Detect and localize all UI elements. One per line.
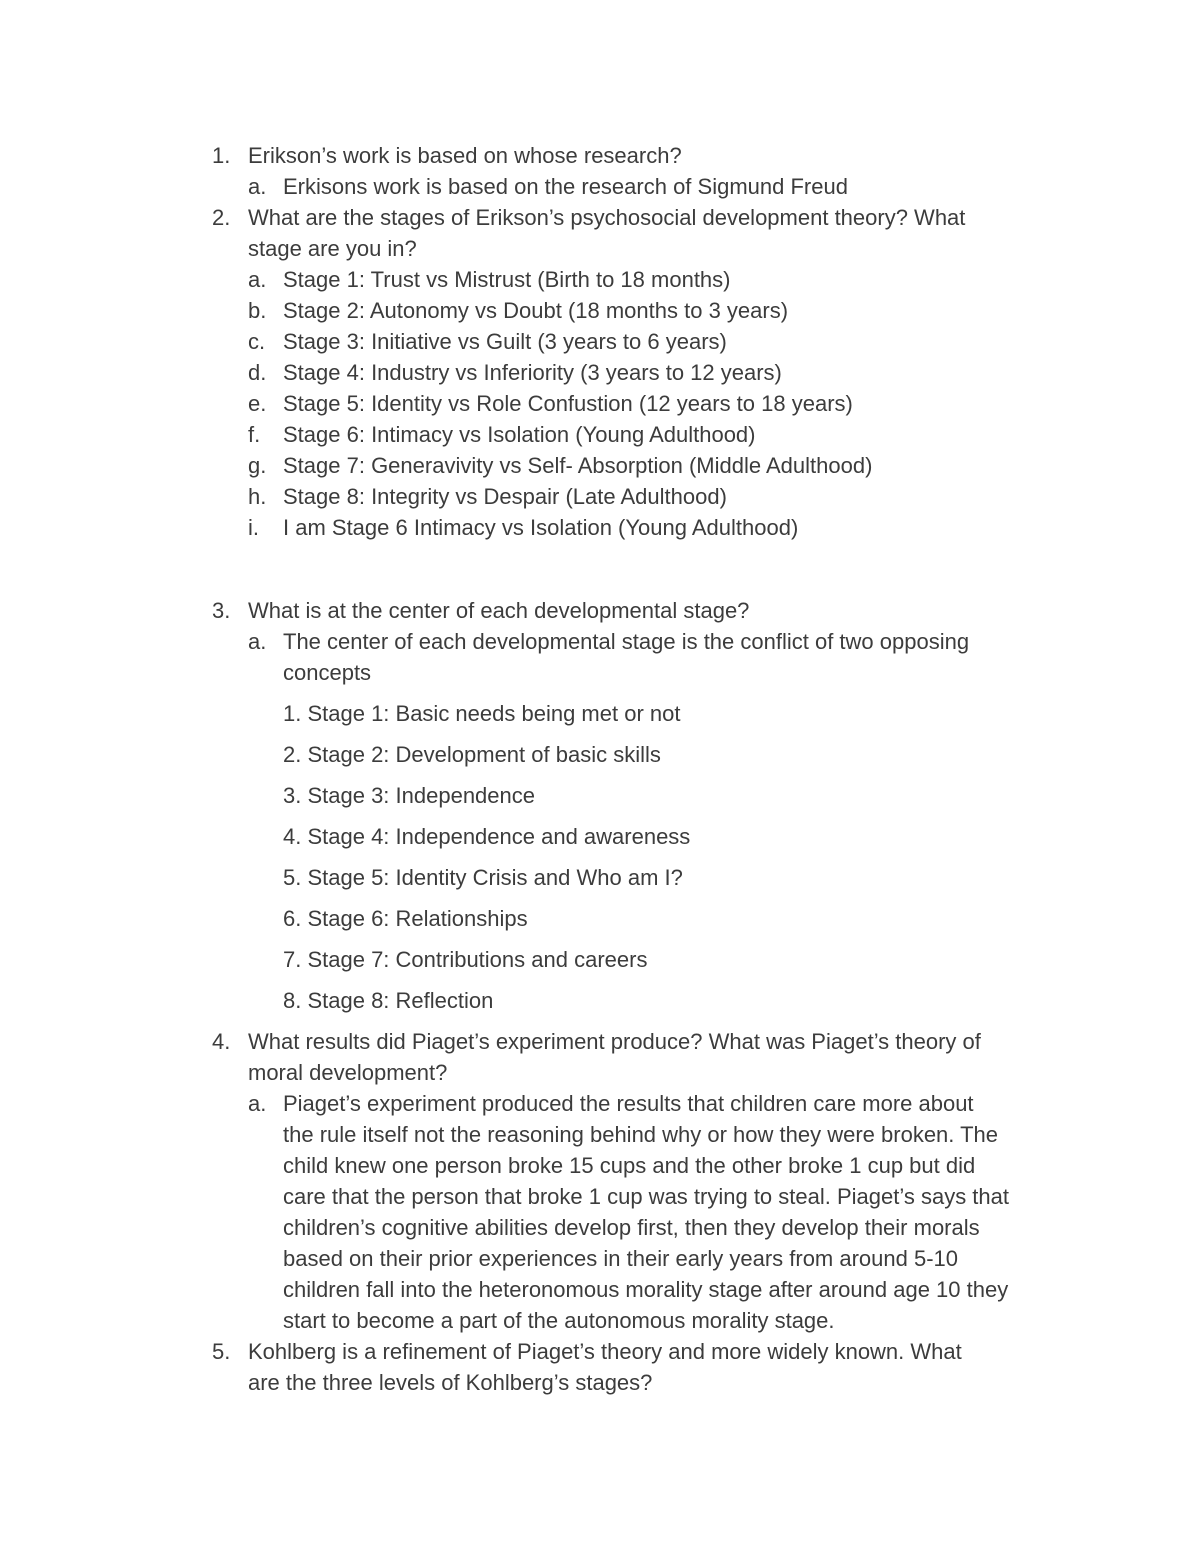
- answer-marker: i.: [248, 515, 259, 540]
- answer-marker: a.: [248, 629, 267, 654]
- answer-text: child knew one person broke 15 cups and the other broke 1 cup but did: [283, 1153, 976, 1178]
- answer-marker: a.: [248, 1091, 267, 1116]
- subpoint: 3. Stage 3: Independence: [283, 783, 535, 808]
- answer-text: Stage 3: Initiative vs Guilt (3 years to 6 years): [283, 329, 727, 354]
- answer-text: children fall into the heteronomous morality stage after around age 10 they: [283, 1277, 1009, 1302]
- subpoint: 6. Stage 6: Relationships: [283, 906, 528, 931]
- question-text: What are the stages of Erikson’s psychosocial development theory? What: [248, 205, 966, 230]
- answer-text: Piaget’s experiment produced the results that children care more about: [283, 1091, 974, 1116]
- subpoint: 1. Stage 1: Basic needs being met or not: [283, 701, 681, 726]
- question-number: 5.: [212, 1339, 231, 1364]
- answer-marker: c.: [248, 329, 266, 354]
- question-text: moral development?: [248, 1060, 448, 1085]
- answer-text: Stage 4: Industry vs Inferiority (3 years to 12 years): [283, 360, 782, 385]
- question-text: are the three levels of Kohlberg’s stages?: [248, 1370, 653, 1395]
- subpoint: 2. Stage 2: Development of basic skills: [283, 742, 661, 767]
- answer-text: Stage 6: Intimacy vs Isolation (Young Adulthood): [283, 422, 756, 447]
- answer-marker: g.: [248, 453, 267, 478]
- subpoint: 5. Stage 5: Identity Crisis and Who am I?: [283, 865, 683, 890]
- answer-text: Stage 1: Trust vs Mistrust (Birth to 18 months): [283, 267, 731, 292]
- answer-text: concepts: [283, 660, 372, 685]
- answer-text: I am Stage 6 Intimacy vs Isolation (Young Adulthood): [283, 515, 799, 540]
- answer-marker: e.: [248, 391, 267, 416]
- answer-marker: a.: [248, 174, 267, 199]
- answer-marker: a.: [248, 267, 267, 292]
- answer-text: The center of each developmental stage is the conflict of two opposing: [283, 629, 970, 654]
- answer-marker: f.: [248, 422, 261, 447]
- question-text: What is at the center of each developmental stage?: [248, 598, 750, 623]
- answer-text: Stage 7: Generavivity vs Self- Absorption (Middle Adulthood): [283, 453, 873, 478]
- question-text: Erikson’s work is based on whose research?: [248, 143, 682, 168]
- answer-text: start to become a part of the autonomous morality stage.: [283, 1308, 835, 1333]
- answer-marker: h.: [248, 484, 267, 509]
- answer-text: Stage 5: Identity vs Role Confustion (12 years to 18 years): [283, 391, 853, 416]
- answer-text: based on their prior experiences in their early years from around 5-10: [283, 1246, 959, 1271]
- answer-text: Stage 2: Autonomy vs Doubt (18 months to 3 years): [283, 298, 789, 323]
- question-text: What results did Piaget’s experiment produce? What was Piaget’s theory of: [248, 1029, 981, 1054]
- subpoint: 4. Stage 4: Independence and awareness: [283, 824, 691, 849]
- question-number: 3.: [212, 598, 231, 623]
- question-text: stage are you in?: [248, 236, 417, 261]
- subpoint: 8. Stage 8: Reflection: [283, 988, 494, 1013]
- question-number: 2.: [212, 205, 231, 230]
- subpoint: 7. Stage 7: Contributions and careers: [283, 947, 648, 972]
- answer-text: the rule itself not the reasoning behind why or how they were broken. The: [283, 1122, 999, 1147]
- question-number: 4.: [212, 1029, 231, 1054]
- answer-text: care that the person that broke 1 cup was trying to steal. Piaget’s says that: [283, 1184, 1009, 1209]
- question-text: Kohlberg is a refinement of Piaget’s theory and more widely known. What: [248, 1339, 962, 1364]
- answer-marker: b.: [248, 298, 267, 323]
- answer-text: Stage 8: Integrity vs Despair (Late Adulthood): [283, 484, 727, 509]
- answer-marker: d.: [248, 360, 267, 385]
- question-number: 1.: [212, 143, 231, 168]
- answer-text: Erkisons work is based on the research of Sigmund Freud: [283, 174, 848, 199]
- answer-text: children’s cognitive abilities develop first, then they develop their morals: [283, 1215, 980, 1240]
